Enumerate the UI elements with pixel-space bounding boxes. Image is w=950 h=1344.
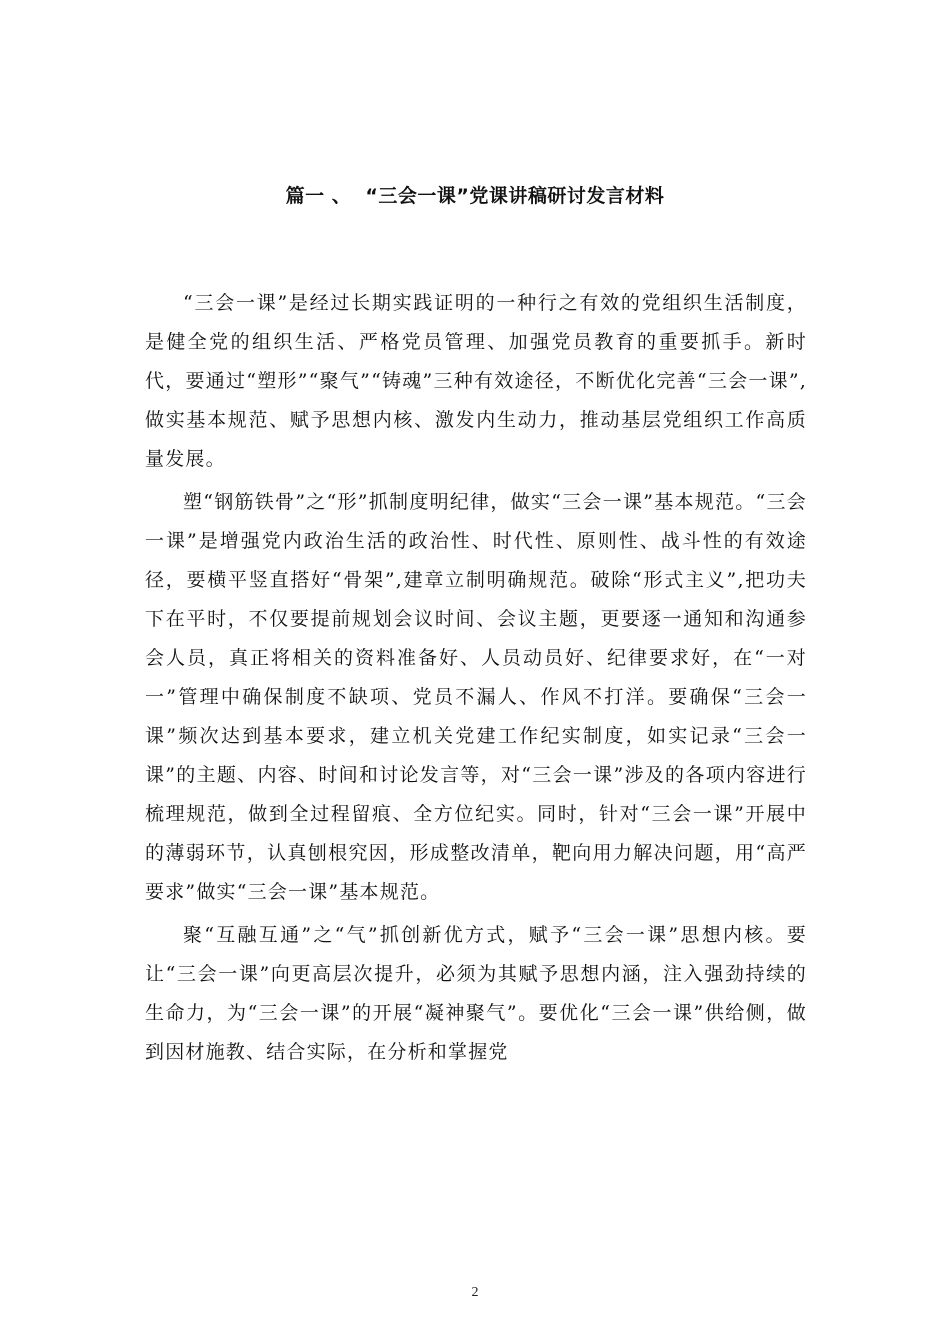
document-body [145, 284, 807, 1076]
page-number: 2 [471, 1285, 479, 1300]
page-title: 篇一 、 “三会一课”党课讲稿研讨发言材料 [285, 185, 665, 207]
paragraph: 塑“钢筋铁骨”之“形”抓制度明纪律，做实“三会一课”基本规范。“三会一课”是增强党内政治生活的政治性、时代性、原则性、战斗性的有效途径，要横平竖直搭好“骨架”,建章立制明确规范。破除“形式主义”,把功夫下在平时，不仅要提前规划会议时间、会议主题，更要逐一通知和沟通参会人员，真正将相关的资料准备好、人员动员好、纪律要求好，在“一对一”管理中确保制度不缺项、党员不漏人、作风不打洋。要确保“三会一课”频次达到基本要求，建立机关党建工作纪实制度，如实记录“三会一课”的主题、内容、时间和讨论发言等，对“三会一课”涉及的各项内容进行梳理规范，做到全过程留痕、全方位纪实。同时，针对“三会一课”开展中的薄弱环节，认真刨根究因，形成整改清单，靶向用力解决问题，用“高严要求”做实“三会一课”基本规范。 [145, 491, 807, 903]
paragraph: “三会一课”是经过长期实践证明的一种行之有效的党组织生活制度，是健全党的组织生活、严格党员管理、加强党员教育的重要抓手。新时代，要通过“塑形”“聚气”“铸魂”三种有效途径，不断优化完善“三会一课”,做实基本规范、赋予思想内核、激发内生动力，推动基层党组织工作高质量发展。 [145, 292, 807, 470]
paragraph: 聚“互融互通”之“气”抓创新优方式，赋予“三会一课”思想内核。要让“三会一课”向更高层次提升，必须为其赋予思想内涵，注入强劲持续的生命力，为“三会一课”的开展“凝神聚气”。要优化“三会一课”供给侧，做到因材施教、结合实际，在分析和掌握党 [145, 924, 807, 1063]
